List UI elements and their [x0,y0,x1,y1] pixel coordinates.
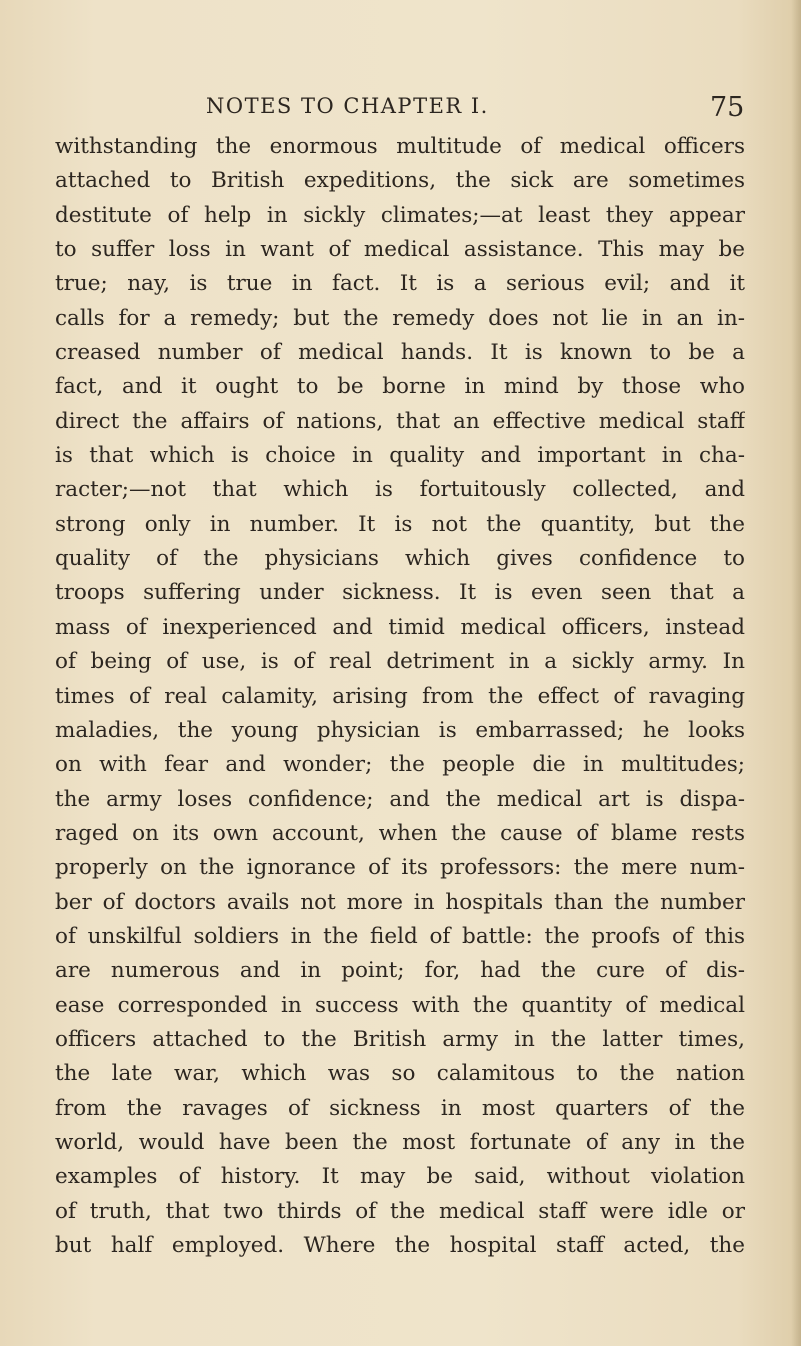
text-line: officers attached to the British army in the latter times, [55,1026,745,1052]
text-line: to suffer loss in want of medical assistance. This may be [55,237,745,263]
text-line: raged on its own account, when the cause of blame rests [55,820,745,846]
text-line: creased number of medical hands. It is known to be a [55,340,745,366]
text-line: of unskilful soldiers in the field of battle: the proofs of this [55,923,745,949]
text-line: of being of use, is of real detriment in a sickly army. In [55,649,745,675]
text-line: destitute of help in sickly climates;—at least they appear [55,202,745,228]
page-edge-shadow [791,0,801,1346]
text-line: direct the affairs of nations, that an effective medical staff [55,408,745,434]
page-number: 75 [710,92,745,123]
text-line: fact, and it ought to be borne in mind by those who [55,374,745,400]
body-text [55,130,745,1263]
text-line: but half employed. Where the hospital staff acted, the [55,1233,745,1258]
text-line: from the ravages of sickness in most quarters of the [55,1095,745,1121]
text-line: times of real calamity, arising from the effect of ravaging [55,683,745,709]
running-head: NOTES TO CHAPTER I. [206,94,489,118]
text-line: the late war, which was so calamitous to the nation [55,1061,745,1087]
text-line: mass of inexperienced and timid medical officers, instead [55,614,745,640]
text-line: on with fear and wonder; the people die in multitudes; [55,752,745,778]
text-line: racter;—not that which is fortuitously collected, and [55,477,745,503]
text-line: the army loses confidence; and the medical art is dispa- [55,786,745,812]
text-line: examples of history. It may be said, without violation [55,1164,745,1190]
text-line: quality of the physicians which gives confidence to [55,546,745,572]
text-line: troops suffering under sickness. It is even seen that a [55,580,745,606]
text-line: true; nay, is true in fact. It is a serious evil; and it [55,271,745,297]
text-line: strong only in number. It is not the quantity, but the [55,511,745,537]
text-line: withstanding the enormous multitude of medical officers [55,134,745,159]
text-line: world, would have been the most fortunate of any in the [55,1129,745,1155]
text-line: is that which is choice in quality and important in cha- [55,443,745,469]
text-line: attached to British expeditions, the sick are sometimes [55,168,745,194]
text-line: ease corresponded in success with the quantity of medical [55,992,745,1018]
text-line: maladies, the young physician is embarrassed; he looks [55,717,745,743]
text-line: calls for a remedy; but the remedy does not lie in an in- [55,305,745,331]
text-line: are numerous and in point; for, had the cure of dis- [55,958,745,984]
text-line: of truth, that two thirds of the medical staff were idle or [55,1198,745,1224]
text-line: properly on the ignorance of its professors: the mere num- [55,855,745,881]
page-header [60,92,760,132]
text-line: ber of doctors avails not more in hospitals than the number [55,889,745,915]
